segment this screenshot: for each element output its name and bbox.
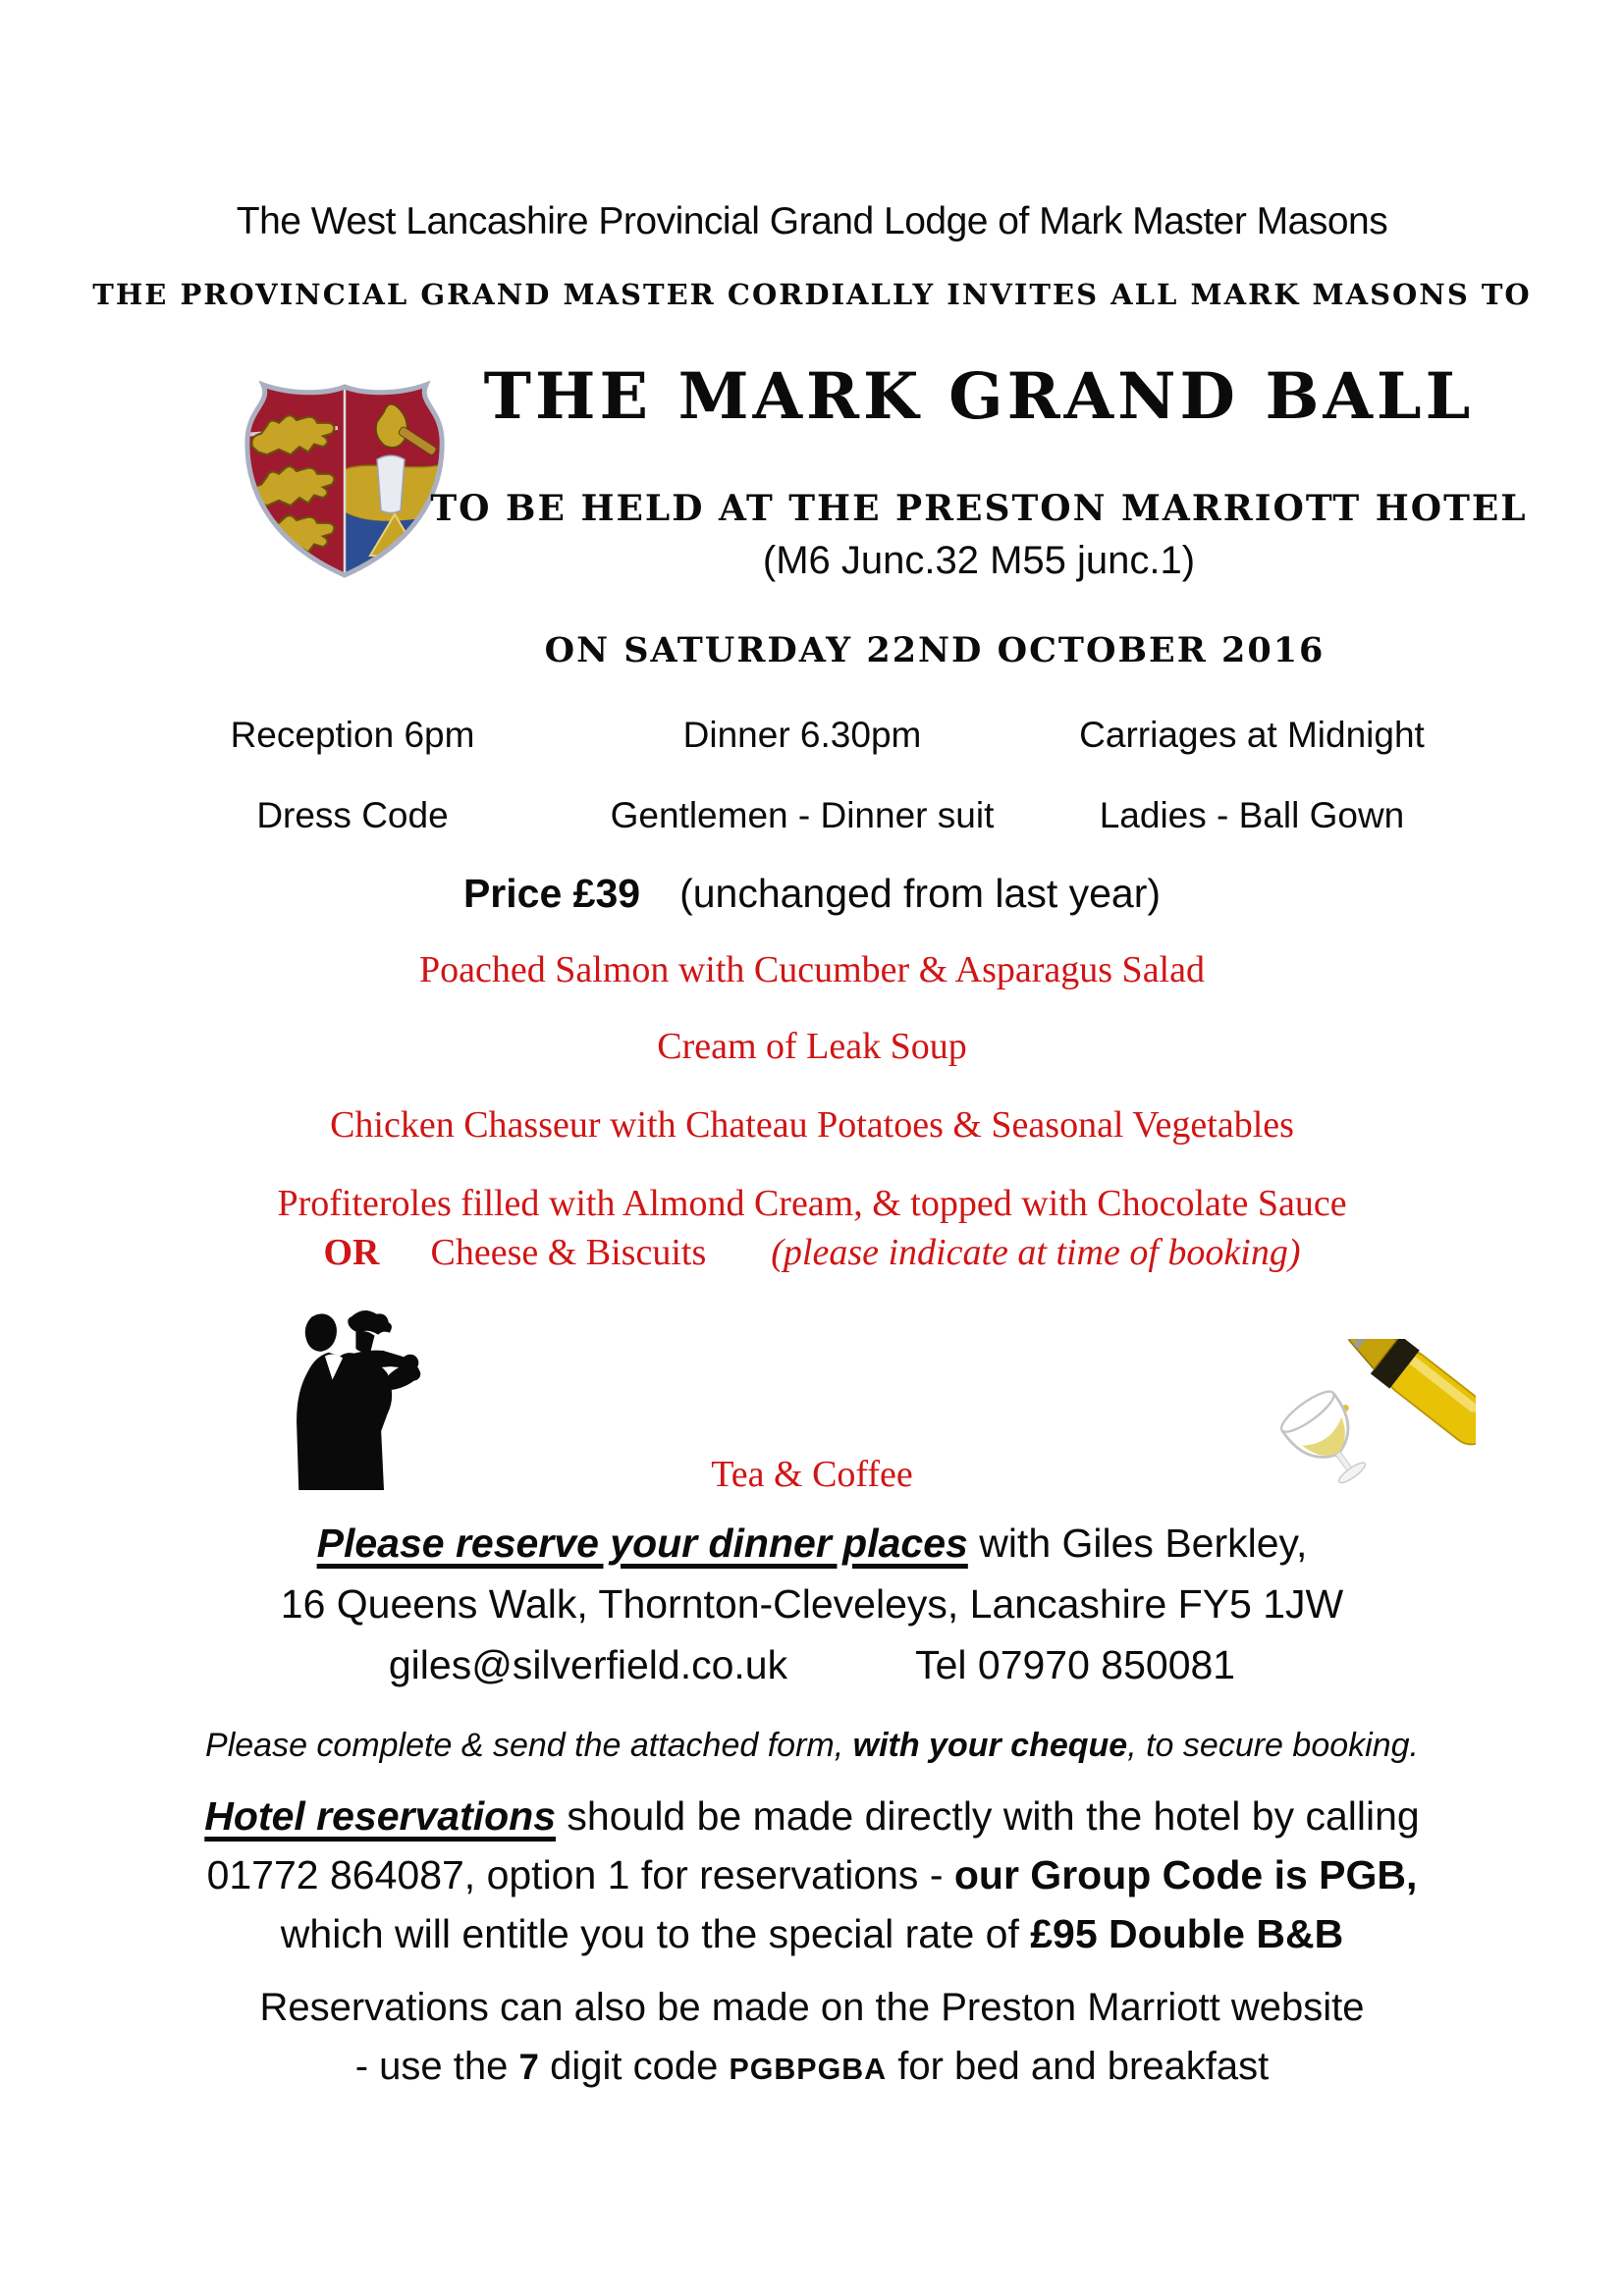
form-note-pre: Please complete & send the attached form, [205, 1727, 853, 1764]
menu-dessert: Profiteroles filled with Almond Cream, & topped with Chocolate Sauce [277, 1183, 1347, 1224]
menu-soup: Cream of Leak Soup [657, 1026, 967, 1067]
form-note-bold: with your cheque [852, 1727, 1128, 1764]
org-title: The West Lancashire Provincial Grand Lodge of Mark Master Masons [236, 200, 1388, 242]
woman-face [355, 1331, 374, 1352]
price-note: (unchanged from last year) [679, 871, 1162, 916]
man-head [305, 1313, 337, 1352]
dinner-time: Dinner 6.30pm [682, 715, 922, 755]
carriages-time: Carriages at Midnight [1079, 715, 1425, 755]
menu-alternative-line [0, 1231, 1624, 1275]
contact-address: 16 Queens Walk, Thornton-Cleveleys, Lancashire FY5 1JW [280, 1581, 1344, 1627]
menu-main-course: Chicken Chasseur with Chateau Potatoes & Seasonal Vegetables [330, 1104, 1294, 1146]
contact-line [0, 1641, 1624, 1688]
group-code: our Group Code is PGB, [953, 1852, 1418, 1897]
junction-line: (M6 Junc.32 M55 junc.1) [762, 539, 1196, 582]
menu-starter: Poached Salmon with Cucumber & Asparagus Salad [419, 949, 1205, 990]
alt-dessert: Cheese & Biscuits [430, 1232, 707, 1273]
hotel-line-3 [0, 1910, 1624, 1957]
or-label: OR [323, 1232, 380, 1273]
reserve-line [0, 1520, 1624, 1567]
reserve-rest: with Giles Berkley, [967, 1521, 1308, 1566]
booking-code: PGBPGBA [729, 2053, 888, 2086]
event-title: THE MARK GRAND BALL [483, 359, 1475, 434]
reception-time: Reception 6pm [230, 715, 475, 755]
hands-lower [407, 1367, 420, 1380]
digit-count: 7 [518, 2047, 539, 2087]
hotel-line1-rest: should be made directly with the hotel by calling [556, 1793, 1420, 1839]
price-line [0, 870, 1624, 917]
woman-hair [348, 1310, 392, 1335]
gentlemen-dress: Gentlemen - Dinner suit [610, 795, 995, 835]
website-line-1: Reservations can also be made on the Preston Marriott website [259, 1986, 1365, 2029]
invite-line: THE PROVINCIAL GRAND MASTER CORDIALLY INVITES ALL MARK MASONS TO [92, 278, 1532, 311]
schedule-row-dress [128, 795, 1477, 836]
wine-bottle [1335, 1339, 1476, 1454]
hotel-lead: Hotel reservations [204, 1793, 557, 1839]
web-pre: - use the [354, 2045, 519, 2088]
web-post: for bed and breakfast [887, 2045, 1270, 2088]
hotel-line-2 [0, 1851, 1624, 1898]
venue-line: TO BE HELD AT THE PRESTON MARRIOTT HOTEL [430, 488, 1528, 529]
hotel-line-1 [0, 1792, 1624, 1840]
price-value: Price £39 [462, 871, 641, 916]
hotel-phone: 01772 864087, option 1 for reservations - [206, 1852, 954, 1897]
contact-phone: Tel 07970 850081 [915, 1642, 1236, 1687]
ladies-dress: Ladies - Ball Gown [1099, 795, 1405, 835]
alt-note: (please indicate at time of booking) [771, 1232, 1301, 1273]
reserve-lead: Please reserve your dinner places [316, 1521, 968, 1566]
web-mid: digit code [538, 2045, 730, 2088]
crest-lions [251, 415, 334, 555]
menu-beverage: Tea & Coffee [711, 1454, 913, 1495]
schedule-row-times [128, 715, 1477, 756]
hotel-rate: £95 Double B&B [1030, 1911, 1344, 1956]
date-line: ON SATURDAY 22ND OCTOBER 2016 [544, 630, 1326, 670]
website-line-2 [0, 2044, 1624, 2090]
dress-code-label: Dress Code [256, 795, 449, 835]
contact-email: giles@silverfield.co.uk [388, 1642, 788, 1687]
form-note-post: , to secure booking. [1127, 1727, 1419, 1764]
form-note [0, 1726, 1624, 1765]
hotel-rate-pre: which will entitle you to the special rate of [280, 1911, 1031, 1956]
